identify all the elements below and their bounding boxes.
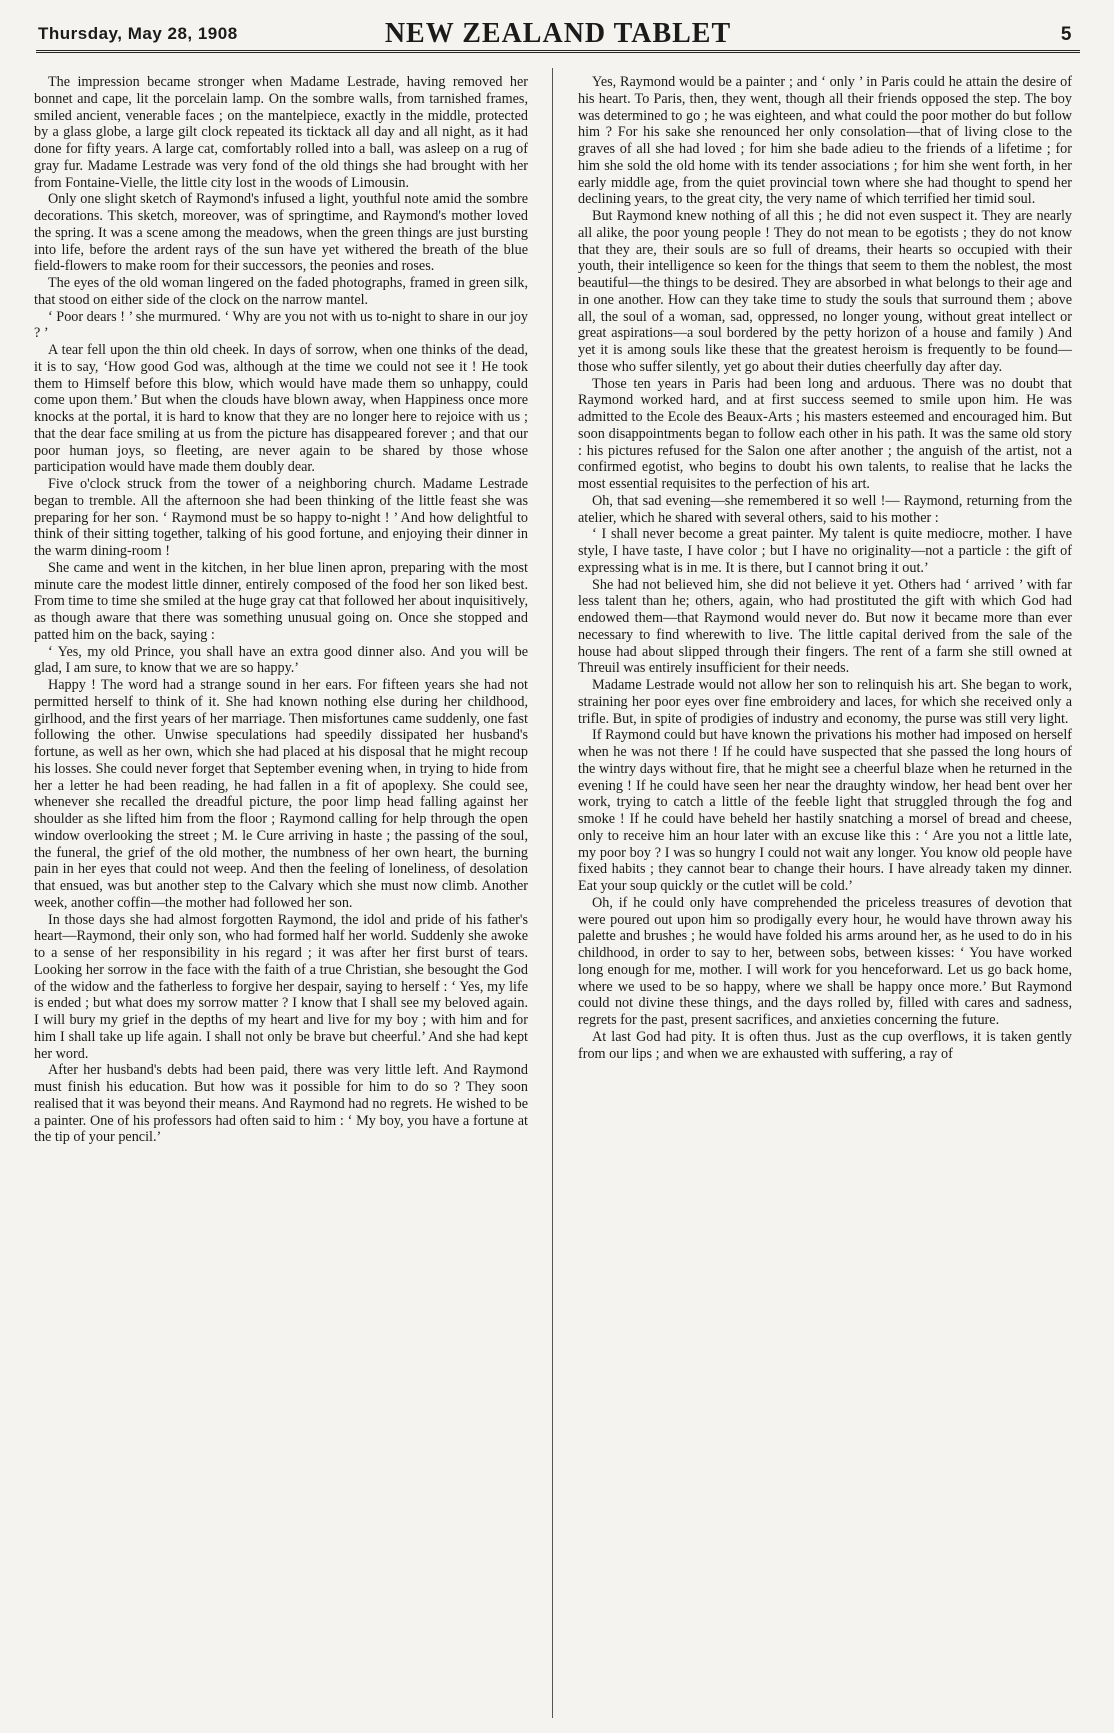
paragraph: She had not believed him, she did not believe it yet. Others had ‘ arrived ’ with far less talent than he; others, again, who had prostituted the gift with which God had endowed them—that Raymond would never do. But now it became more than ever necessary to find wherewith to live. The little capital derived from the sale of the house had about slipped through their fingers. The rent of a farm she still owned at Threuil was entirely insufficient for their needs. [578,576,1072,677]
paragraph: Only one slight sketch of Raymond's infused a light, youthful note amid the sombre decorations. This sketch, moreover, was of springtime, and Raymond's mother loved the spring. It was a scene among the meadows, when the green things are just bursting into life, before the ardent rays of the sun have yet withered the breath of the blue field-flowers to make room for their successors, the peonies and roses. [34,191,528,275]
paragraph: Five o'clock struck from the tower of a neighboring church. Madame Lestrade began to tremble. All the afternoon she had been thinking of the little feast she was preparing for her son. ‘ Raymond must be so happy to-night ! ’ And how delightful to think of their sitting together, talking of his good fortune, and enjoying their dinner in the warm dining-room ! [34,476,528,559]
page-number: 5 [1060,24,1072,45]
paragraph: Those ten years in Paris had been long and arduous. There was no doubt that Raymond worked hard, and at first success seemed to smile upon him. He was admitted to the Ecole des Beaux-Arts ; his masters esteemed and encouraged him. But soon disappointments began to follow each other in his path. It was the same old story : his pictures refused for the Salon one after another ; the anguish of the artist, not a confirmed egotist, who begins to doubt his own talents, to realise that he lacks the most essential requisites to the perfection of his art. [578,375,1072,492]
issue-date: Thursday, May 28, 1908 [38,24,238,43]
paragraph: ‘ Yes, my old Prince, you shall have an extra good dinner also. And you will be glad, I am sure, to know that we are so happy.’ [34,643,528,677]
paragraph: Happy ! The word had a strange sound in her ears. For fifteen years she had not permitted herself to think of it. She had known nothing else during her childhood, girlhood, and the first years of her marriage. Then misfortunes came suddenly, one fast following the other. Unwise speculations had speedily dissipated her husband's fortune, as well as her own, which she had placed at his disposal that he might recoup his losses. She could never forget that September evening when, in trying to hide from her a letter he had been reading, he had fallen in a fit of apoplexy. She could see, whenever she recalled the dreadful picture, the poor limp head falling against her shoulder as she lifted him from the floor ; Raymond calling for help through the open window overlooking the street ; M. le Cure arriving in haste ; the passing of the soul, the funeral, the grief of the old mother, the numbness of her own heart, the burning pain in her eyes that could not weep. And then the feeling of loneliness, of desolation that ensued, was but another step to the Calvary which she must now climb. Another week, another coffin—the mother had followed her son. [34,677,528,911]
paragraph: But Raymond knew nothing of all this ; he did not even suspect it. They are nearly all alike, the poor young people ! They do not mean to be egotists ; they do not know that they are, their souls are so full of dreams, their hearts so occupied with their youth, their intelligence so keen for the things that seem to them the noblest, the most beautiful—the things to be desired. They are absorbed in what belongs to their age and in one another. How can they take time to study the souls that surround them ; above all, the soul of a woman, sad, oppressed, no longer young, without great intellect or great aspirations—a soul bordered by the petty horizon of a house and family ) And yet it is among souls like these that the greatest heroism is frequently to be found—those who suffer silently, yet go about their duties cheerfully day after day. [578,208,1072,375]
paragraph: ‘ I shall never become a great painter. My talent is quite mediocre, mother. I have style, I have taste, I have color ; but I have no originality—not a particle : the gift of expressing what is in me. It is there, but I cannot bring it out.’ [578,526,1072,576]
paragraph: The eyes of the old woman lingered on the faded photographs, framed in green silk, that stood on either side of the clock on the narrow mantel. [34,275,528,308]
masthead [36,16,1080,53]
left-column [34,74,528,1714]
paragraph: If Raymond could but have known the privations his mother had imposed on herself when he was not there ! If he could have suspected that she passed the long hours of the wintry days without fire, that he might see a cheerful blaze when he returned in the evening ! If he could have seen her near the draughty window, her head bent over her work, trying to catch a little of the feeble light that struggled through the fog and smoke ! If he could have beheld her hastily snatching a morsel of bread and cheese, only to receive him an hour later with an excuse like this : ‘ Are you not a little late, my poor boy ? I was so hungry I could not wait any longer. You know old people have fixed habits ; they cannot bear to change their hours. I have already taken my dinner. Eat your soup quickly or the cutlet will be cold.’ [578,727,1072,894]
publication-title: NEW ZEALAND TABLET [384,18,732,49]
paragraph: Yes, Raymond would be a painter ; and ‘ only ’ in Paris could he attain the desire of his heart. To Paris, then, they went, though all their friends opposed the step. The boy was determined to go ; he was eighteen, and what could the poor mother do but follow him ? For his sake she renounced her only consolation—that of living close to the graves of all she had loved ; for him she bade adieu to the friends of a lifetime ; for him she sold the old home with its tender associations ; for him she went forth, in her early middle age, from the quiet provincial town where she had thought to spend her declining years, to the great city, the very name of which terrified her timid soul. [578,74,1072,208]
paragraph: Oh, if he could only have comprehended the priceless treasures of devotion that were poured out upon him so prodigally every hour, he would have thrown away his palette and brushes ; he would have folded his arms around her, as he used to do in his childhood, in order to say to her, between sobs, between kisses: ‘ You have worked long enough for me, mother. I will work for you henceforward. Let us go back home, where we used to be so happy, where we shall be happy once more.’ But Raymond could not divine these things, and the days rolled by, filled with cares and sadness, regrets for the past, present sacrifices, and anxieties concerning the future. [578,894,1072,1028]
paragraph: ‘ Poor dears ! ’ she murmured. ‘ Why are you not with us to-night to share in our joy ? ’ [34,308,528,342]
paragraph: She came and went in the kitchen, in her blue linen apron, preparing with the most minute care the modest little dinner, entirely composed of the food her son liked best. From time to time she smiled at the huge gray cat that followed her about inquisitively, as though aware that there was something unusual going on. Once she stopped and patted him on the back, saying : [34,559,528,643]
paragraph: In those days she had almost forgotten Raymond, the idol and pride of his father's heart—Raymond, their only son, who had formed half her world. Suddenly she awoke to a sense of her responsibility in his regard ; it was after her first burst of tears. Looking her sorrow in the face with the faith of a true Christian, she besought the God of the widow and the fatherless to forgive her despair, saying to herself : ‘ Yes, my life is ended ; but what does my sorrow matter ? I know that I shall see my beloved again. I will bury my grief in the depths of my heart and live for my boy ; with him and for him I shall take up life again. I shall not only be brave but cheerful.’ And she had kept her word. [34,911,528,1062]
paragraph: Madame Lestrade would not allow her son to relinquish his art. She began to work, straining her poor eyes over fine embroidery and laces, for which she received only a trifle. But, in spite of prodigies of industry and economy, the purse was still very light. [578,677,1072,727]
paragraph: After her husband's debts had been paid, there was very little left. And Raymond must finish his education. But how was it possible for him to do so ? They soon realised that it was beyond their means. And Raymond had no regrets. He wished to be a painter. One of his professors had often said to him : ‘ My boy, you have a fortune at the tip of your pencil.’ [34,1062,528,1146]
column-divider [552,68,553,1718]
paragraph: At last God had pity. It is often thus. Just as the cup overflows, it is taken gently from our lips ; and when we are exhausted with suffering, a ray of [578,1028,1072,1062]
right-column [578,74,1072,1714]
paragraph: A tear fell upon the thin old cheek. In days of sorrow, when one thinks of the dead, it is to say, ‘How good God was, although at the time we could not see it ! He took them to Himself before this blow, which would have made them so unhappy, could come upon them.’ But when the clouds have blown away, when Happiness once more knocks at the portal, it is hard to know that they are no longer here to rejoice with us ; that the dear face smiling at us from the picture has disappeared forever ; and that our poor human joys, so fleeting, are never again to be shared by those whose participation would have made them doubly dear. [34,342,528,476]
paragraph: The impression became stronger when Madame Lestrade, having removed her bonnet and cape, lit the porcelain lamp. On the sombre walls, from tarnished frames, smiled ancient, venerable faces ; on the mantelpiece, exactly in the middle, protected by a glass globe, a large gilt clock repeated its ticktack all day and all night, as it had done for fifty years. A large cat, comfortably rolled into a ball, was asleep on a rug of gray fur. Madame Lestrade was very fond of the old things she had brought with her from Fontaine-Vielle, the little city lost in the woods of Limousin. [34,74,528,191]
paragraph: Oh, that sad evening—she remembered it so well !— Raymond, returning from the atelier, which he shared with several others, said to his mother : [578,492,1072,526]
